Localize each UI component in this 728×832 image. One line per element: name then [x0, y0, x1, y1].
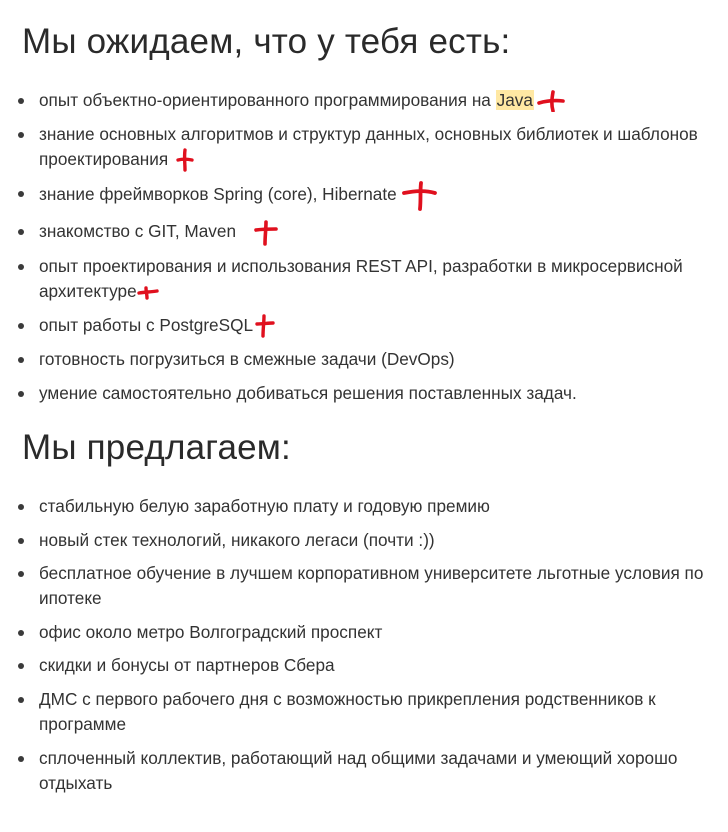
list-item-text: сплоченный коллектив, работающий над общими задачами и умеющий хорошо отдыхать — [39, 747, 678, 793]
list-item — [18, 381, 708, 406]
list-item-text: готовность погрузиться в смежные задачи (DevOps) — [39, 348, 455, 369]
list-item — [18, 620, 708, 645]
benefits-list — [18, 494, 708, 804]
list-item — [18, 347, 708, 372]
list-item-text: скидки и бонусы от партнеров Сбера — [39, 655, 335, 676]
list-item — [18, 494, 708, 519]
list-item — [18, 313, 708, 338]
list-item — [18, 122, 708, 172]
requirements-list — [18, 88, 708, 414]
list-item-text: опыт работы с PostgreSQL — [39, 314, 254, 335]
handwritten-plus-icon — [137, 285, 159, 301]
list-item-text: ДМС с первого рабочего дня с возможностью прикрепления родственников к программе — [39, 688, 656, 734]
handwritten-plus-icon — [401, 181, 437, 211]
list-item-text: офис около метро Волгоградский проспект — [39, 621, 383, 642]
list-item — [18, 528, 708, 553]
list-item — [18, 746, 708, 796]
list-item-text: опыт объектно-ориентированного программирования на — [39, 90, 496, 110]
handwritten-plus-icon — [176, 148, 194, 172]
bullet-icon — [18, 132, 24, 138]
bullet-icon — [18, 229, 24, 235]
list-item-text: стабильную белую заработную плату и годовую премию — [39, 496, 490, 516]
list-item-text: знание основных алгоритмов и структур данных, основных библиотек и шаблонов проектирования — [39, 123, 698, 169]
handwritten-plus-icon — [255, 314, 275, 338]
bullet-icon — [18, 571, 24, 577]
bullet-icon — [18, 697, 24, 703]
list-item — [18, 88, 708, 113]
bullet-icon — [18, 663, 24, 669]
section-heading-expect: Мы ожидаем, что у тебя есть: — [22, 22, 511, 61]
list-item — [18, 653, 708, 678]
bullet-icon — [18, 323, 24, 329]
handwritten-plus-icon — [536, 90, 566, 112]
list-item — [18, 561, 708, 611]
bullet-icon — [18, 391, 24, 397]
list-item-text: умение самостоятельно добиваться решения поставленных задач. — [39, 382, 577, 403]
list-item — [18, 254, 708, 304]
bullet-icon — [18, 357, 24, 363]
list-item — [18, 181, 708, 211]
bullet-icon — [18, 630, 24, 636]
list-item-text: знакомство с GIT, Maven — [39, 221, 237, 242]
bullet-icon — [18, 98, 24, 104]
handwritten-plus-icon — [254, 220, 278, 246]
bullet-icon — [18, 264, 24, 270]
section-heading-offer: Мы предлагаем: — [22, 428, 291, 467]
list-item-text: знание фреймворков Spring (core), Hibernate — [39, 184, 397, 205]
bullet-icon — [18, 504, 24, 510]
list-item — [18, 219, 708, 245]
bullet-icon — [18, 191, 24, 197]
highlighted-word: Java — [496, 90, 533, 110]
bullet-icon — [18, 756, 24, 762]
bullet-icon — [18, 538, 24, 544]
list-item-text: новый стек технологий, никакого легаси (почти :)) — [39, 529, 435, 550]
list-item — [18, 687, 708, 737]
list-item-text: опыт проектирования и использования REST API, разработки в микросервисной архитектуре — [39, 256, 683, 302]
list-item-text: бесплатное обучение в лучшем корпоративном университете льготные условия по ипотеке — [39, 563, 704, 609]
